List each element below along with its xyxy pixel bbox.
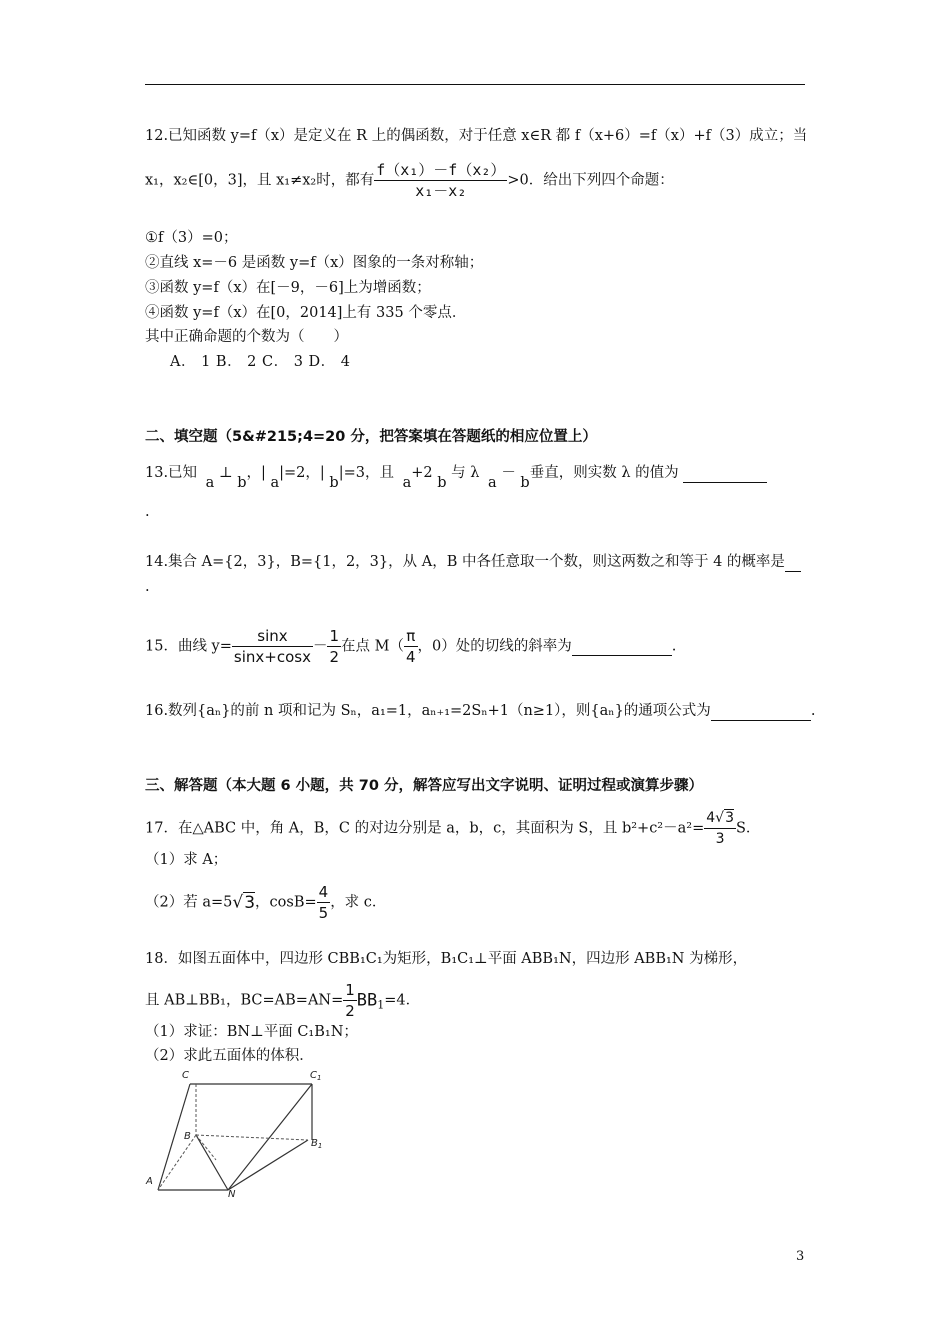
q15-pi-den: 4: [405, 648, 416, 666]
q15-frac-num: sinx: [232, 626, 313, 647]
q16-text: 16.数列{aₙ}的前 n 项和记为 Sₙ，a₁=1，aₙ₊₁=2Sₙ+1（n≥1），则{aₙ}的通项公式为: [145, 703, 711, 719]
q17-frac-radicand: 3: [725, 810, 734, 826]
q13-text-6: 与 λ: [451, 465, 480, 481]
q17-part2: [145, 882, 386, 923]
q13-vector-b-2: b: [329, 475, 339, 491]
q12-frac-denominator: x₁－x₂: [415, 182, 467, 200]
figure-label-B1-main: B: [311, 1138, 318, 1149]
q13-line: [145, 463, 767, 491]
q13-vector-a-3: a: [402, 475, 412, 491]
q12-line2-pre: x₁，x₂∈[0，3]，且 x₁≠x₂时，都有: [145, 172, 375, 189]
q16-answer-blank: [711, 704, 811, 721]
q15-end: .: [671, 638, 677, 655]
figure-label-B: B: [184, 1131, 191, 1142]
q17-frac-den: 3: [715, 831, 725, 847]
q12-choices: A． 1 B． 2 C． 3 D． 4: [170, 354, 351, 370]
q18-part1: （1）求证：BN⊥平面 C₁B₁N；: [145, 1024, 358, 1040]
q13-vector-a-4: a: [488, 475, 497, 491]
page-number: 3: [796, 1249, 805, 1264]
q13-vector-a-2: a: [270, 475, 280, 491]
q18-line2-post: =4．: [384, 992, 421, 1009]
q17-p2-radicand: 3: [244, 892, 256, 913]
q14-line: [145, 552, 801, 572]
figure-label-C1-sub: 1: [316, 1074, 322, 1082]
q17-part1: （1）求 A；: [145, 852, 228, 868]
q18-half: [343, 980, 357, 1021]
q15-mid: 在点 M（: [341, 638, 404, 655]
q18-pentahedron-figure: [140, 1066, 340, 1201]
q17-fraction: [704, 808, 736, 849]
q12-option-3: ③函数 y=f（x）在[－9，－6]上为增函数；: [145, 280, 431, 296]
q13-answer-blank: [683, 466, 767, 483]
q15-half: [327, 626, 341, 667]
q17-p2-num: 4: [318, 883, 329, 901]
q15-pre: 15．曲线 y=: [145, 638, 232, 655]
q15-line: [145, 626, 676, 667]
q13-vector-a: a: [205, 475, 215, 491]
q18-half-num: 1: [345, 981, 355, 999]
q13-vector-b-4: b: [520, 475, 530, 491]
q16-line: [145, 701, 815, 721]
q12-frac-numerator: f（x₁）－f（x₂）: [376, 161, 506, 179]
q12-option-2: ②直线 x=－6 是函数 y=f（x）图象的一条对称轴；: [145, 255, 484, 271]
q18-half-den: 2: [345, 1002, 355, 1020]
q13-text-7: －: [501, 465, 516, 481]
section2-title: 二、填空题（5&#215;4=20 分，把答案填在答题纸的相应位置上）: [145, 429, 597, 445]
header-rule: [145, 84, 805, 85]
figure-label-C1: [310, 1070, 321, 1082]
q14-end: .: [145, 579, 150, 595]
q13-text-3: |=2，|: [279, 465, 325, 481]
q12-question: 其中正确命题的个数为（ ）: [145, 329, 348, 345]
q17-frac-coef: 4: [706, 810, 716, 826]
q14-text: 14.集合 A={2，3}，B={1，2，3}，从 A，B 中各任意取一个数，则这两数之和等于 4 的概率是: [145, 554, 785, 570]
q15-minus: －: [312, 638, 328, 655]
q17-post: S．: [736, 820, 761, 837]
q17-p2-sqrt: √3: [232, 892, 256, 913]
q18-bb: BB: [356, 990, 378, 1011]
q15-pi-frac: [404, 626, 418, 667]
q13-text-2: ，|: [246, 465, 266, 481]
q18-line1: 18．如图五面体中，四边形 CBB₁C₁为矩形，B₁C₁⊥平面 ABB₁N，四边形 ABB₁N 为梯形，: [145, 951, 748, 967]
q17-p2-den: 5: [318, 904, 329, 922]
q15-fraction: [232, 626, 313, 667]
q17-p2-mid: ，cosB=: [255, 894, 317, 911]
figure-label-C: C: [182, 1070, 189, 1081]
figure-label-C1-main: C: [310, 1070, 317, 1081]
q18-bb-sub: 1: [377, 998, 385, 1012]
section3-title: 三、解答题（本大题 6 小题，共 70 分，解答应写出文字说明、证明过程或演算步骤）: [145, 778, 703, 794]
q15-frac-den: sinx+cosx: [233, 648, 311, 666]
q17-pre: 17．在△ABC 中，角 A，B，C 的对边分别是 a，b，c，其面积为 S，且 b²+c²－a²=: [145, 820, 705, 837]
q13-text-5: +2: [411, 465, 433, 481]
figure-label-A: A: [146, 1176, 153, 1187]
q13-perp: ⊥: [218, 465, 233, 481]
figure-label-B1: [311, 1138, 322, 1150]
figure-hidden-edges: [158, 1084, 308, 1190]
q12-line1: 12.已知函数 y=f（x）是定义在 R 上的偶函数，对于任意 x∈R 都 f（x+6）=f（x）+f（3）成立；当: [145, 128, 808, 144]
q15-answer-blank: [572, 637, 672, 656]
q18-line2: [145, 980, 420, 1021]
q17-p2-post: ，求 c．: [330, 894, 387, 911]
q13-end: .: [145, 504, 150, 520]
q12-line2: [145, 160, 674, 201]
q15-half-num: 1: [329, 627, 340, 645]
q15-half-den: 2: [329, 648, 340, 666]
q17-p2-fraction: [317, 882, 331, 923]
q18-line2-pre: 且 AB⊥BB₁，BC=AB=AN=: [145, 992, 344, 1009]
q17-frac-num: 4√3: [704, 808, 736, 829]
q14-answer-blank: [785, 555, 801, 572]
q16-end: .: [810, 703, 816, 719]
q13-text-1: 13.已知: [145, 465, 198, 481]
q12-option-4: ④函数 y=f（x）在[0，2014]上有 335 个零点．: [145, 305, 467, 321]
q13-vector-b-3: b: [437, 475, 447, 491]
q13-text-8: 垂直，则实数 λ 的值为: [529, 465, 679, 481]
q12-line2-post: >0．给出下列四个命题：: [507, 172, 674, 189]
q17-p2-pre: （2）若 a=5: [145, 894, 233, 911]
q13-vector-b: b: [237, 475, 247, 491]
q13-text-4: |=3，且: [338, 465, 394, 481]
figure-label-N: N: [228, 1189, 236, 1200]
figure-solid-edges: [158, 1084, 312, 1190]
q12-option-1: ①f（3）=0；: [145, 230, 238, 246]
q17-line: [145, 808, 760, 849]
q15-post: ，0）处的切线的斜率为: [417, 638, 572, 655]
q15-pi-num: π: [404, 626, 418, 647]
q12-fraction: [374, 160, 507, 201]
q18-part2: （2）求此五面体的体积．: [145, 1048, 314, 1064]
figure-label-B1-sub: 1: [317, 1142, 323, 1150]
